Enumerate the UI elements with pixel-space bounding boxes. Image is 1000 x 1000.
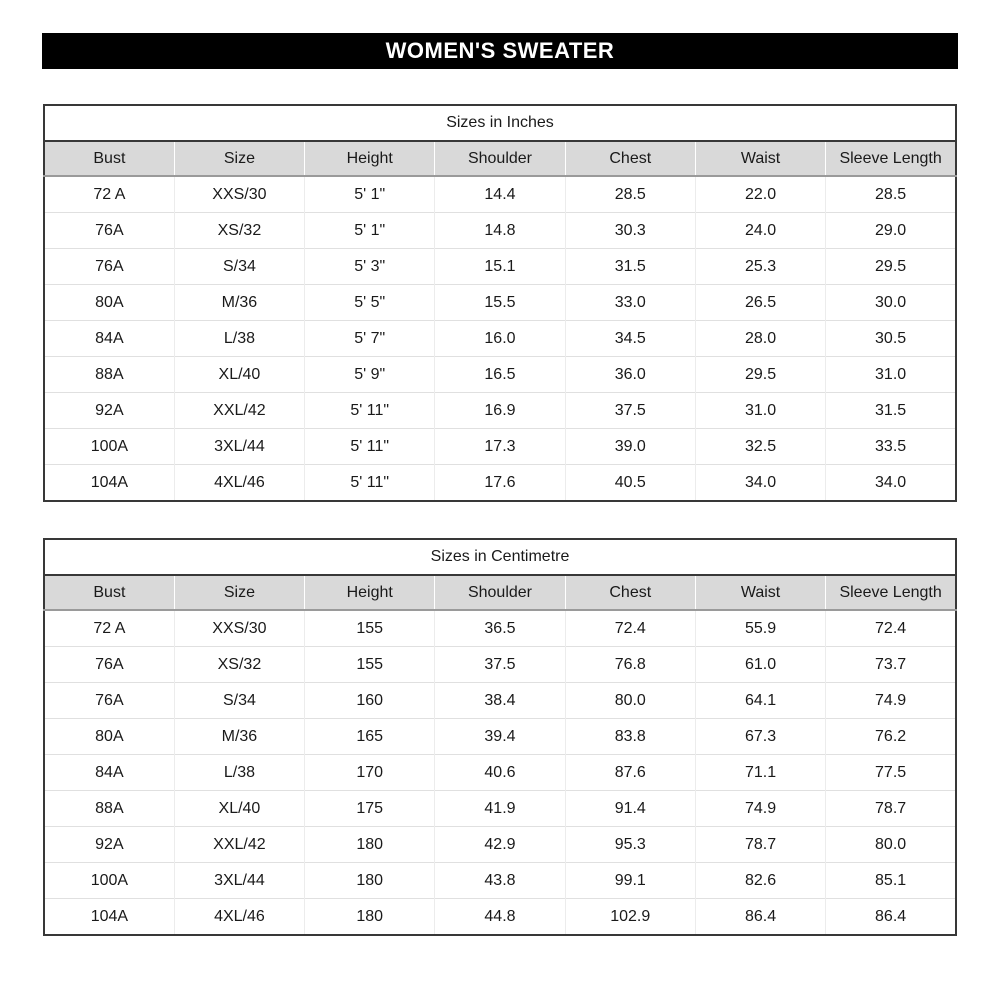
table-cell: 42.9 (435, 827, 565, 863)
table-cell: 100A (44, 429, 174, 465)
table-cell: 78.7 (695, 827, 825, 863)
table-cell: 15.1 (435, 249, 565, 285)
table-cell: 5' 1" (305, 176, 435, 213)
table-cell: 34.0 (826, 465, 956, 502)
table-cell: 26.5 (695, 285, 825, 321)
table-row (44, 465, 956, 502)
table-cell: 31.5 (565, 249, 695, 285)
table-cell: 30.5 (826, 321, 956, 357)
table-cell: 83.8 (565, 719, 695, 755)
table-cell: 84A (44, 755, 174, 791)
table-cell: 76A (44, 647, 174, 683)
table-title-row (44, 539, 956, 575)
table-cell: 170 (305, 755, 435, 791)
column-header: Chest (565, 575, 695, 610)
page-title-banner (42, 33, 958, 69)
table-cell: 86.4 (826, 899, 956, 936)
table-cell: 165 (305, 719, 435, 755)
table-cell: XXL/42 (174, 827, 304, 863)
column-header: Size (174, 141, 304, 176)
table-cell: 73.7 (826, 647, 956, 683)
table-cell: XXL/42 (174, 393, 304, 429)
table-caption: Sizes in Inches (44, 105, 956, 141)
table-cell: 61.0 (695, 647, 825, 683)
table-cell: 30.0 (826, 285, 956, 321)
table-cell: 92A (44, 393, 174, 429)
table-cell: 5' 11" (305, 429, 435, 465)
column-header: Sleeve Length (826, 575, 956, 610)
table-cell: 175 (305, 791, 435, 827)
table-cell: 95.3 (565, 827, 695, 863)
table-row (44, 176, 956, 213)
table-cell: 180 (305, 863, 435, 899)
table-cell: 16.9 (435, 393, 565, 429)
column-header: Bust (44, 575, 174, 610)
table-caption: Sizes in Centimetre (44, 539, 956, 575)
column-header: Height (305, 141, 435, 176)
table-cell: 72.4 (826, 610, 956, 647)
table-cell: 80.0 (826, 827, 956, 863)
table-row (44, 755, 956, 791)
table-cell: 36.5 (435, 610, 565, 647)
table-cell: XL/40 (174, 357, 304, 393)
table-cell: M/36 (174, 285, 304, 321)
table-cell: 33.5 (826, 429, 956, 465)
table-header-row (44, 141, 956, 176)
table-row (44, 321, 956, 357)
column-header: Bust (44, 141, 174, 176)
table-cell: 88A (44, 357, 174, 393)
table-cell: 85.1 (826, 863, 956, 899)
table-row (44, 393, 956, 429)
column-header: Shoulder (435, 575, 565, 610)
table-cell: 92A (44, 827, 174, 863)
table-cell: 44.8 (435, 899, 565, 936)
table-cell: M/36 (174, 719, 304, 755)
table-row (44, 899, 956, 936)
table-cell: 76A (44, 249, 174, 285)
table-cell: 17.6 (435, 465, 565, 502)
table-cell: XS/32 (174, 647, 304, 683)
table-row (44, 610, 956, 647)
table-cell: 82.6 (695, 863, 825, 899)
table-cell: 74.9 (826, 683, 956, 719)
table-cell: 72.4 (565, 610, 695, 647)
table-cell: 84A (44, 321, 174, 357)
column-header: Sleeve Length (826, 141, 956, 176)
sizes-in-inches-table (43, 104, 957, 502)
table-cell: 15.5 (435, 285, 565, 321)
table-cell: 34.0 (695, 465, 825, 502)
table-cell: 104A (44, 899, 174, 936)
table-cell: 100A (44, 863, 174, 899)
table-cell: 86.4 (695, 899, 825, 936)
table-cell: 78.7 (826, 791, 956, 827)
table-cell: 5' 9" (305, 357, 435, 393)
table-cell: 3XL/44 (174, 863, 304, 899)
table-cell: 29.5 (826, 249, 956, 285)
table-cell: 41.9 (435, 791, 565, 827)
table-cell: 80A (44, 285, 174, 321)
table-cell: 5' 3" (305, 249, 435, 285)
table-cell: 38.4 (435, 683, 565, 719)
table-cell: 4XL/46 (174, 899, 304, 936)
table-row (44, 719, 956, 755)
column-header: Size (174, 575, 304, 610)
table-row (44, 827, 956, 863)
table-cell: 37.5 (435, 647, 565, 683)
table-cell: 104A (44, 465, 174, 502)
table-cell: XS/32 (174, 213, 304, 249)
table-row (44, 683, 956, 719)
table-cell: 36.0 (565, 357, 695, 393)
table-cell: 76A (44, 683, 174, 719)
table-cell: 40.6 (435, 755, 565, 791)
column-header: Shoulder (435, 141, 565, 176)
table-cell: 17.3 (435, 429, 565, 465)
table-row (44, 213, 956, 249)
table-cell: 3XL/44 (174, 429, 304, 465)
table-cell: 31.5 (826, 393, 956, 429)
table-cell: 39.0 (565, 429, 695, 465)
table-cell: 74.9 (695, 791, 825, 827)
table-cell: 160 (305, 683, 435, 719)
table-cell: 25.3 (695, 249, 825, 285)
table-cell: L/38 (174, 755, 304, 791)
column-header: Waist (695, 575, 825, 610)
table-cell: 64.1 (695, 683, 825, 719)
table-cell: 16.5 (435, 357, 565, 393)
page-title: WOMEN'S SWEATER (385, 38, 615, 63)
table-cell: 33.0 (565, 285, 695, 321)
table-row (44, 863, 956, 899)
table-cell: 31.0 (695, 393, 825, 429)
table-cell: 5' 5" (305, 285, 435, 321)
table-cell: 29.0 (826, 213, 956, 249)
table-cell: 28.5 (565, 176, 695, 213)
table-cell: 31.0 (826, 357, 956, 393)
table-cell: 5' 1" (305, 213, 435, 249)
table-cell: 91.4 (565, 791, 695, 827)
table-cell: 71.1 (695, 755, 825, 791)
table-cell: XL/40 (174, 791, 304, 827)
column-header: Waist (695, 141, 825, 176)
table-cell: L/38 (174, 321, 304, 357)
table-cell: 37.5 (565, 393, 695, 429)
column-header: Chest (565, 141, 695, 176)
table-cell: 76.8 (565, 647, 695, 683)
table-cell: 76A (44, 213, 174, 249)
table-cell: 5' 7" (305, 321, 435, 357)
table-cell: 32.5 (695, 429, 825, 465)
table-cell: 4XL/46 (174, 465, 304, 502)
table-cell: 28.0 (695, 321, 825, 357)
table-cell: 14.4 (435, 176, 565, 213)
table-body (44, 610, 956, 935)
table-cell: 72 A (44, 176, 174, 213)
table-row (44, 249, 956, 285)
table-cell: 5' 11" (305, 465, 435, 502)
table-head (44, 539, 956, 610)
table-cell: 102.9 (565, 899, 695, 936)
table-cell: 155 (305, 647, 435, 683)
table-cell: 30.3 (565, 213, 695, 249)
table-cell: 76.2 (826, 719, 956, 755)
table-row (44, 357, 956, 393)
table-cell: 16.0 (435, 321, 565, 357)
table-cell: 99.1 (565, 863, 695, 899)
table-cell: 43.8 (435, 863, 565, 899)
table-cell: 55.9 (695, 610, 825, 647)
table-row (44, 647, 956, 683)
table-cell: 34.5 (565, 321, 695, 357)
column-header: Height (305, 575, 435, 610)
table-cell: 87.6 (565, 755, 695, 791)
table-cell: 77.5 (826, 755, 956, 791)
table-cell: 67.3 (695, 719, 825, 755)
table-cell: 180 (305, 827, 435, 863)
table-row (44, 791, 956, 827)
table-row (44, 285, 956, 321)
table-cell: 155 (305, 610, 435, 647)
table-cell: 72 A (44, 610, 174, 647)
table-row (44, 429, 956, 465)
table-title-row (44, 105, 956, 141)
table-cell: XXS/30 (174, 176, 304, 213)
table-cell: 80.0 (565, 683, 695, 719)
table-cell: 80A (44, 719, 174, 755)
table-cell: XXS/30 (174, 610, 304, 647)
table-cell: S/34 (174, 249, 304, 285)
table-cell: 39.4 (435, 719, 565, 755)
table-cell: 24.0 (695, 213, 825, 249)
table-body (44, 176, 956, 501)
table-head (44, 105, 956, 176)
table-cell: 14.8 (435, 213, 565, 249)
table-cell: 88A (44, 791, 174, 827)
table-cell: 28.5 (826, 176, 956, 213)
table-cell: 40.5 (565, 465, 695, 502)
table-cell: S/34 (174, 683, 304, 719)
table-cell: 29.5 (695, 357, 825, 393)
table-header-row (44, 575, 956, 610)
table-cell: 5' 11" (305, 393, 435, 429)
sizes-in-centimetre-table (43, 538, 957, 936)
table-cell: 22.0 (695, 176, 825, 213)
table-cell: 180 (305, 899, 435, 936)
